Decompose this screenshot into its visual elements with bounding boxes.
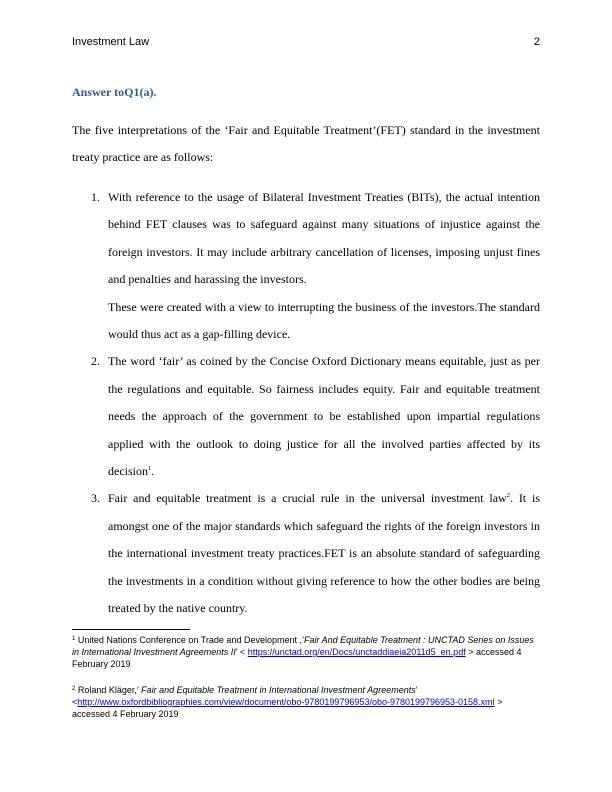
footnote-title: Fair And Equitable Treatment : UNCTAD Series on Issues in International Investment Agreements II [72, 635, 534, 657]
footnote-2 [72, 684, 542, 720]
list-item-text: Fair and equitable treatment is a crucial rule in the universal investment law [108, 491, 507, 506]
list-item-continuation: These were created with a view to interrupting the business of the investors.The standard would thus act as a gap-filling device. [108, 299, 540, 342]
list-item [72, 485, 540, 622]
footnote-link[interactable]: https://unctad.org/en/Docs/unctaddiaeia2011d5_en.pdf [247, 647, 466, 657]
intro-paragraph: The five interpretations of the ‘Fair and Equitable Treatment’(FET) standard in the investment treaty practice are as follows: [72, 123, 540, 165]
list-item-number: 3. [91, 491, 100, 506]
list-item [72, 184, 540, 348]
footnote-1 [72, 634, 542, 670]
footnote-title: Fair and Equitable Treatment in International Investment Agreements [141, 685, 416, 695]
footnote-link[interactable]: http://www.oxfordbibliographies.com/view/document/obo-9780199796953/obo-9780199796953-0158.xml [77, 697, 495, 707]
list-item-text: The word ‘fair’ as coined by the Concise Oxford Dictionary means equitable, just as per the regulations and equitable. So fairness includes equity. Fair and equitable treatment needs the approach of the government to be established upon impartial regulations applied with the outlook to doing justice for all the involved parties affected by its decision [108, 354, 540, 479]
footnote-author: Roland Kläger,’ [75, 685, 142, 695]
running-header-title: Investment Law [72, 36, 150, 48]
list-item-text-end: . It is amongst one of the major standards which safeguard the rights of the foreign investors in the international investment treaty practices.FET is an absolute standard of safeguarding the investments in a condition without giving reference to how the other bodies are being treated by the native country. [108, 491, 540, 616]
footnote-link-open: ’ < [235, 647, 248, 657]
interpretations-list [72, 184, 540, 623]
section-heading: Answer toQ1(a). [72, 85, 157, 99]
footnote-accessed: > accessed 4 February 2019 [72, 697, 503, 719]
list-item [72, 348, 540, 485]
list-item-number: 2. [91, 354, 100, 369]
list-item-body [108, 485, 540, 622]
list-item-number: 1. [91, 190, 100, 204]
footnote-author: United Nations Conference on Trade and Development ,’ [75, 635, 304, 645]
footnote-accessed: > accessed 4 February 2019 [72, 647, 522, 669]
footnote-reference[interactable]: 2 [506, 492, 510, 500]
page-number: 2 [533, 36, 540, 48]
footnote-mark: 1 [72, 636, 76, 642]
footnote-reference[interactable]: 1 [148, 465, 152, 473]
footnote-mark: 2 [72, 686, 76, 692]
list-item-text: With reference to the usage of Bilateral Investment Treaties (BITs), the actual intention behind FET clauses was to safeguard against many situations of injustice against the foreign investors. It may include arbitrary cancellation of licenses, imposing unjust fines and penalties and harassing the investors. [108, 190, 540, 287]
footnote-link-open: ’ < [72, 685, 418, 707]
list-item-text-end: . [151, 464, 155, 479]
list-item-body [108, 348, 540, 485]
footnote-separator [72, 629, 190, 630]
